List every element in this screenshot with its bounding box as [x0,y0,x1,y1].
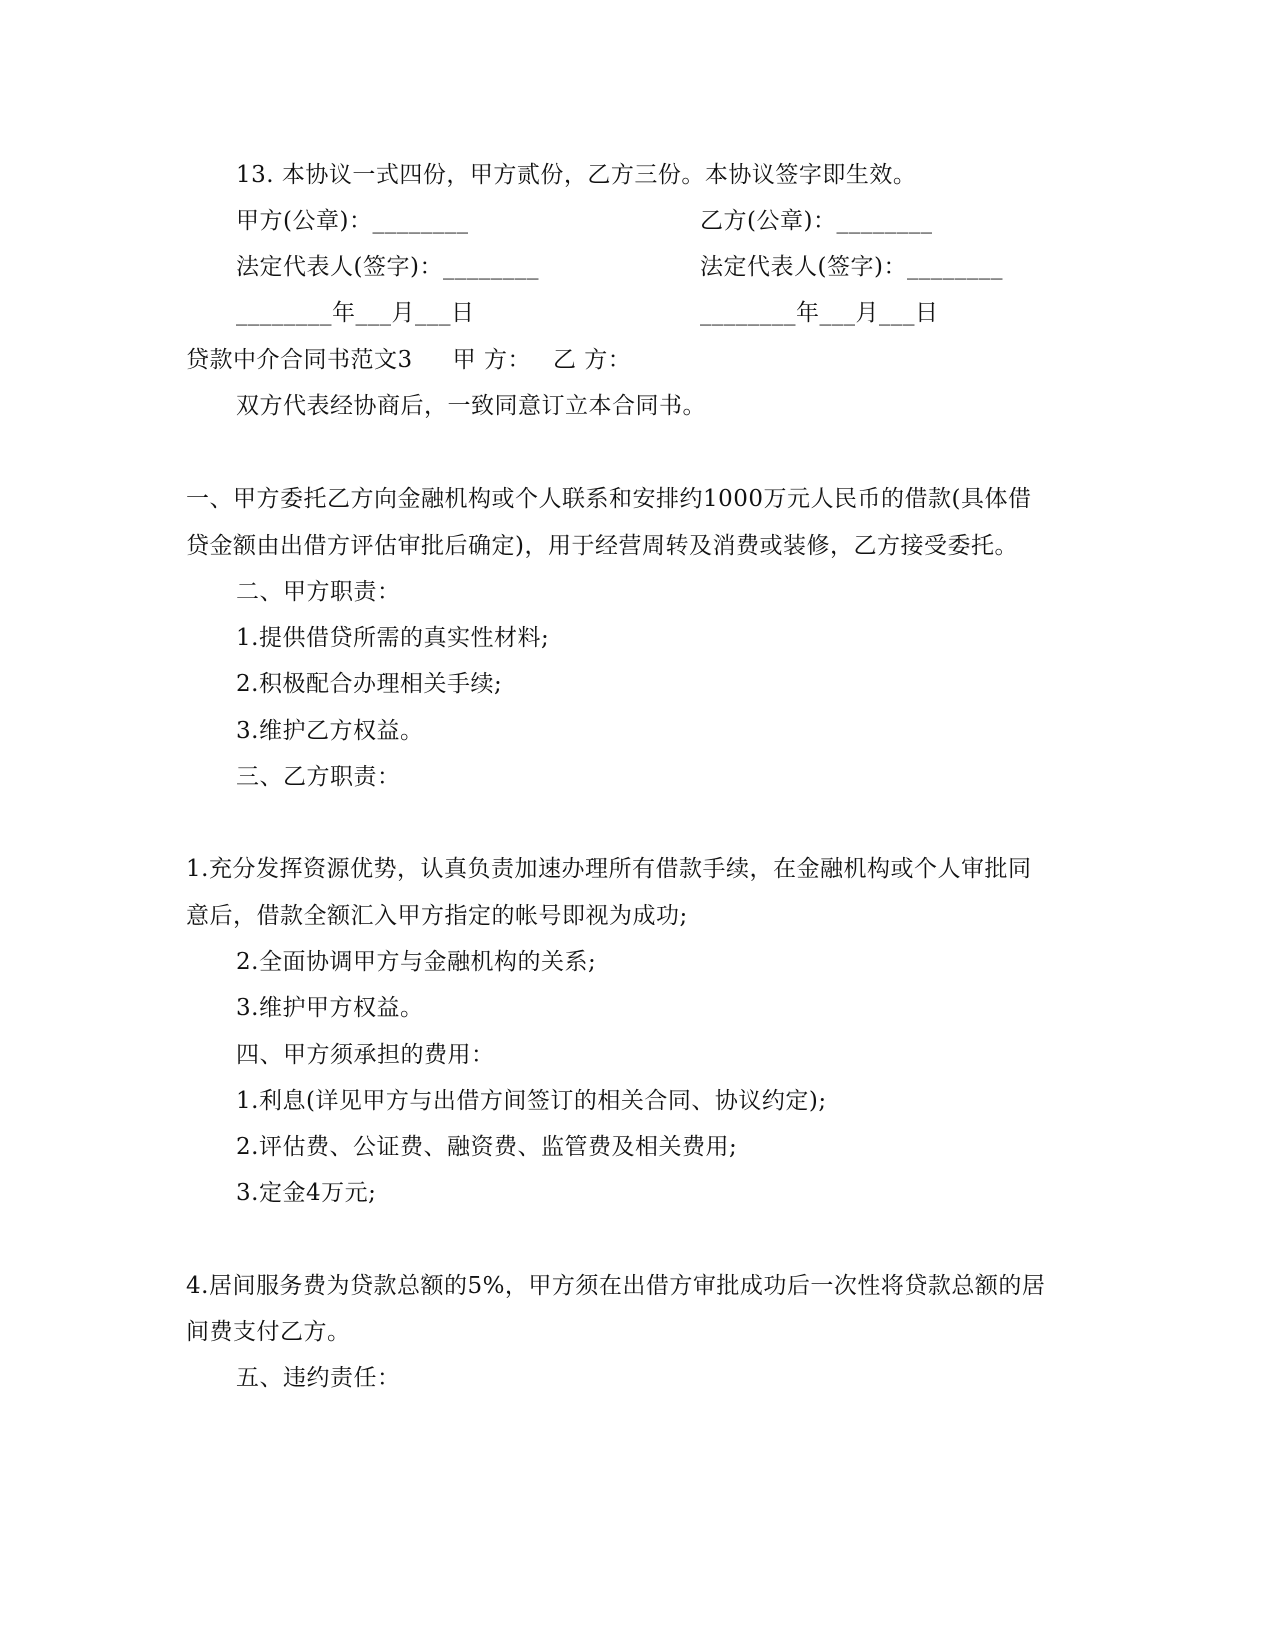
party-a-label: 甲 方： [452,347,531,373]
section-4-heading: 四、甲方须承担的费用： [236,1042,495,1068]
party-a-seal-field: 甲方(公章)：________ [236,208,469,234]
section-3-heading: 三、乙方职责： [236,764,401,790]
intro-paragraph: 双方代表经协商后，一致同意订立本合同书。 [236,393,706,419]
party-b-label: 乙 方： [552,347,632,373]
section-3-item-1-line-2: 意后，借款全额汇入甲方指定的帐号即视为成功; [186,903,688,929]
contract-title-line [186,345,631,375]
section-1-line-2: 贷金额由出借方评估审批后确定)，用于经营周转及消费或装修，乙方接受委托。 [186,533,1018,559]
section-4-item-3: 3.定金4万元; [236,1180,377,1206]
section-3-item-3: 3.维护甲方权益。 [236,995,424,1021]
party-a-date-field: ________年___月___日 [236,300,475,326]
section-2-item-2: 2.积极配合办理相关手续; [236,671,503,697]
section-4-item-2: 2.评估费、公证费、融资费、监管费及相关费用; [236,1134,738,1160]
section-5-heading: 五、违约责任： [236,1365,401,1391]
clause-13: 13. 本协议一式四份，甲方贰份，乙方三份。本协议签字即生效。 [236,162,917,188]
section-3-item-1-line-1: 1.充分发挥资源优势，认真负责加速办理所有借款手续，在金融机构或个人审批同 [186,856,1032,882]
section-4-item-4-line-2: 间费支付乙方。 [186,1319,351,1345]
party-b-rep-field: 法定代表人(签字)：________ [700,254,1003,280]
section-4-item-1: 1.利息(详见甲方与出借方间签订的相关合同、协议约定); [236,1088,827,1114]
section-1-line-1: 一、甲方委托乙方向金融机构或个人联系和安排约1000万元人民币的借款(具体借 [186,486,1032,512]
party-a-rep-field: 法定代表人(签字)：________ [236,254,539,280]
section-2-heading: 二、甲方职责： [236,579,401,605]
section-4-item-4-line-1: 4.居间服务费为贷款总额的5%，甲方须在出借方审批成功后一次性将贷款总额的居 [186,1273,1046,1299]
section-3-item-2: 2.全面协调甲方与金融机构的关系; [236,949,597,975]
section-2-item-3: 3.维护乙方权益。 [236,718,424,744]
contract-title: 贷款中介合同书范文3 [186,347,413,373]
section-2-item-1: 1.提供借贷所需的真实性材料; [236,625,550,651]
party-b-seal-field: 乙方(公章)：________ [700,208,933,234]
party-b-date-field: ________年___月___日 [700,300,939,326]
